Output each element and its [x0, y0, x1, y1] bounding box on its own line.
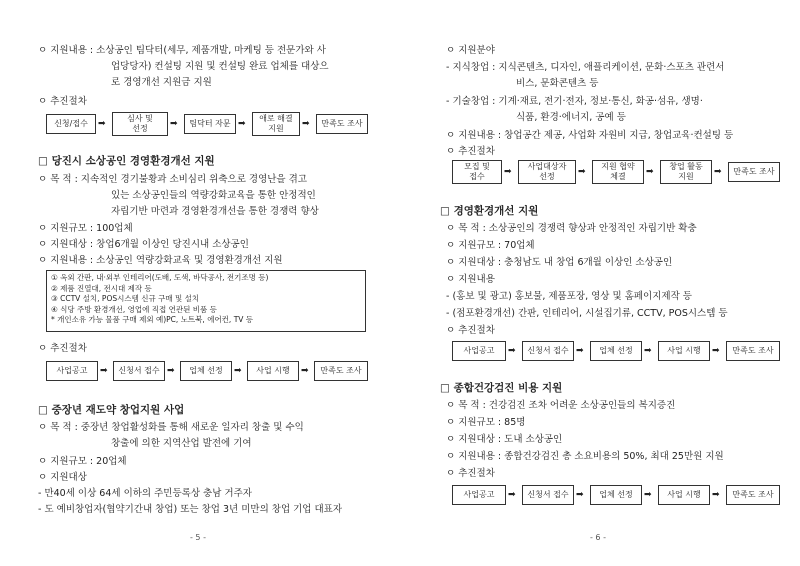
flow-step: 업체 선정	[180, 361, 232, 381]
flow-step: 만족도 조사	[314, 361, 368, 381]
content-line: - (점포환경개선) 간판, 인테리어, 시설집기류, CCTV, POS시스템 등	[446, 308, 728, 319]
target-line: - 도 예비창업자(협약기간내 창업) 또는 창업 3년 미만의 창업 기업 대표자	[38, 504, 343, 515]
flow-step: 사업 시행	[658, 485, 710, 505]
target-line: ㅇ 지원대상 : 창업6개월 이상인 당진시내 소상공인	[38, 239, 249, 250]
support-content-line: 업당당자) 컨설팅 지원 및 컨설팅 완료 업체를 대상으	[111, 61, 329, 72]
page-number: - 5 -	[190, 533, 206, 542]
arrow-right-icon: ➡	[712, 346, 720, 356]
flow-step: 신청서 접수	[522, 341, 574, 361]
flow-step: 애로 해결 지원	[252, 112, 300, 136]
flow-step: 지원 협약 체결	[592, 160, 644, 184]
flow-step: 신청/접수	[46, 114, 96, 134]
support-item: ④ 식당 주방 환경개선, 영업에 직접 연관된 비품 등	[51, 304, 217, 314]
target-line: ㅇ 지원대상 : 충청남도 내 창업 6개월 이상인 소상공인	[446, 257, 673, 268]
scale-line: ㅇ 지원규모 : 85명	[446, 417, 526, 428]
arrow-right-icon: ➡	[170, 119, 178, 129]
flow-step: 신청서 접수	[113, 361, 165, 381]
content-line: - (홍보 및 광고) 홍보물, 제품포장, 영상 및 홈페이지제작 등	[446, 291, 692, 302]
purpose-line: ㅇ 목 적 : 지속적인 경기불황과 소비심리 위축으로 경영난을 겪고	[38, 174, 307, 185]
flow-step: 심사 및 선정	[112, 112, 168, 136]
flow-step: 창업 활동 지원	[660, 160, 712, 184]
procedure-label: ㅇ 추진절차	[38, 343, 87, 354]
flow-step: 팀닥터 자문	[184, 114, 236, 134]
purpose-line: 자립기반 마련과 경영환경개선을 통한 경쟁력 향상	[111, 206, 319, 217]
purpose-line: 있는 소상공인들의 역량강화교육을 통한 안정적인	[111, 190, 316, 201]
flow-step: 모집 및 접수	[452, 160, 502, 184]
flow-step: 업체 선정	[590, 341, 642, 361]
field-label: ㅇ 지원분야	[446, 45, 495, 56]
section-title: □ 당진시 소상공인 경영환경개선 지원	[38, 155, 215, 167]
target-label: ㅇ 지원대상	[38, 472, 87, 483]
flow-step: 사업 시행	[658, 341, 710, 361]
field-line: 식품, 환경·에너지, 공예 등	[516, 112, 626, 123]
procedure-label: ㅇ 추진절차	[38, 96, 87, 107]
flow-step: 사업공고	[452, 341, 506, 361]
procedure-label: ㅇ 추진절차	[446, 325, 495, 336]
arrow-right-icon: ➡	[238, 119, 246, 129]
flow-step: 신청서 접수	[522, 485, 574, 505]
section-title: □ 중장년 재도약 창업지원 사업	[38, 404, 185, 416]
arrow-right-icon: ➡	[508, 346, 516, 356]
field-line: - 기술창업 : 기계·재료, 전기·전자, 정보·통신, 화공·섬유, 생명·	[446, 96, 703, 107]
flow-step: 업체 선정	[590, 485, 642, 505]
flow-step: 만족도 조사	[728, 162, 780, 182]
purpose-line: ㅇ 목 적 : 소상공인의 경쟁력 향상과 안정적인 자립기반 확충	[446, 223, 697, 234]
target-line: - 만40세 이상 64세 이하의 주민등록상 충남 거주자	[38, 488, 252, 499]
flow-step: 만족도 조사	[316, 114, 368, 134]
flow-step: 사업 시행	[247, 361, 299, 381]
flow-step: 사업공고	[452, 485, 506, 505]
scale-line: ㅇ 지원규모 : 70업체	[446, 240, 535, 251]
arrow-right-icon: ➡	[167, 366, 175, 376]
content-label: ㅇ 지원내용	[446, 274, 495, 285]
field-line: - 지식창업 : 지식콘텐츠, 디자인, 애플리케이션, 문화·스포츠 관련서	[446, 62, 725, 73]
support-items-box	[46, 270, 366, 332]
content-line: ㅇ 지원내용 : 종합건강검진 총 소요비용의 50%, 최대 25만원 지원	[446, 451, 724, 462]
procedure-label: ㅇ 추진절차	[446, 468, 495, 479]
page-right	[400, 0, 800, 566]
arrow-right-icon: ➡	[234, 366, 242, 376]
arrow-right-icon: ➡	[301, 366, 309, 376]
arrow-right-icon: ➡	[644, 490, 652, 500]
arrow-right-icon: ➡	[302, 119, 310, 129]
arrow-right-icon: ➡	[100, 366, 108, 376]
arrow-right-icon: ➡	[712, 490, 720, 500]
field-line: 비스, 문화콘텐츠 등	[516, 78, 599, 89]
purpose-line: 창출에 의한 지역산업 발전에 기여	[111, 438, 252, 449]
support-content-line: 로 경영개선 지원금 지원	[111, 77, 212, 88]
arrow-right-icon: ➡	[576, 346, 584, 356]
purpose-line: ㅇ 목 적 : 건강검진 조차 어려운 소상공인들의 복지증진	[446, 400, 676, 411]
arrow-right-icon: ➡	[646, 167, 654, 177]
page-number: - 6 -	[590, 533, 606, 542]
purpose-line: ㅇ 목 적 : 중장년 창업활성화를 통해 새로운 일자리 창출 및 수익	[38, 422, 304, 433]
support-item: ① 옥외 간판, 내·외부 인테리어(도배, 도색, 바닥공사, 전기조명 등)	[51, 273, 269, 282]
arrow-right-icon: ➡	[98, 119, 106, 129]
flow-step: 사업대상자 선정	[518, 160, 576, 184]
arrow-right-icon: ➡	[576, 490, 584, 500]
flow-step: 만족도 조사	[726, 485, 780, 505]
content-line: ㅇ 지원내용 : 창업공간 제공, 사업화 자원비 지급, 창업교육·컨설팅 등	[446, 130, 734, 141]
arrow-right-icon: ➡	[714, 167, 722, 177]
content-line: ㅇ 지원내용 : 소상공인 역량강화교육 및 경영환경개선 지원	[38, 255, 283, 266]
scale-line: ㅇ 지원규모 : 100업체	[38, 223, 133, 234]
flow-step: 사업공고	[46, 361, 98, 381]
support-item: ③ CCTV 설치, POS시스템 신규 구매 및 설치	[51, 294, 200, 303]
flow-step: 만족도 조사	[726, 341, 780, 361]
support-item: ② 제품 진열대, 전시대 제작 등	[51, 283, 152, 293]
arrow-right-icon: ➡	[508, 490, 516, 500]
support-item-note: * 개인소유 가능 물품 구매 제외 예)PC, 노트북, 에어컨, TV 등	[51, 315, 254, 324]
support-content-line: ㅇ 지원내용 : 소상공인 팀닥터(세무, 제품개발, 마케팅 등 전문가와 사	[38, 45, 326, 56]
scale-line: ㅇ 지원규모 : 20업체	[38, 456, 127, 467]
arrow-right-icon: ➡	[504, 167, 512, 177]
target-line: ㅇ 지원대상 : 도내 소상공인	[446, 434, 563, 445]
section-title: □ 종합건강검진 비용 지원	[440, 382, 563, 394]
arrow-right-icon: ➡	[644, 346, 652, 356]
arrow-right-icon: ➡	[578, 167, 586, 177]
procedure-label: ㅇ 추진절차	[446, 146, 495, 157]
section-title: □ 경영환경개선 지원	[440, 205, 539, 217]
